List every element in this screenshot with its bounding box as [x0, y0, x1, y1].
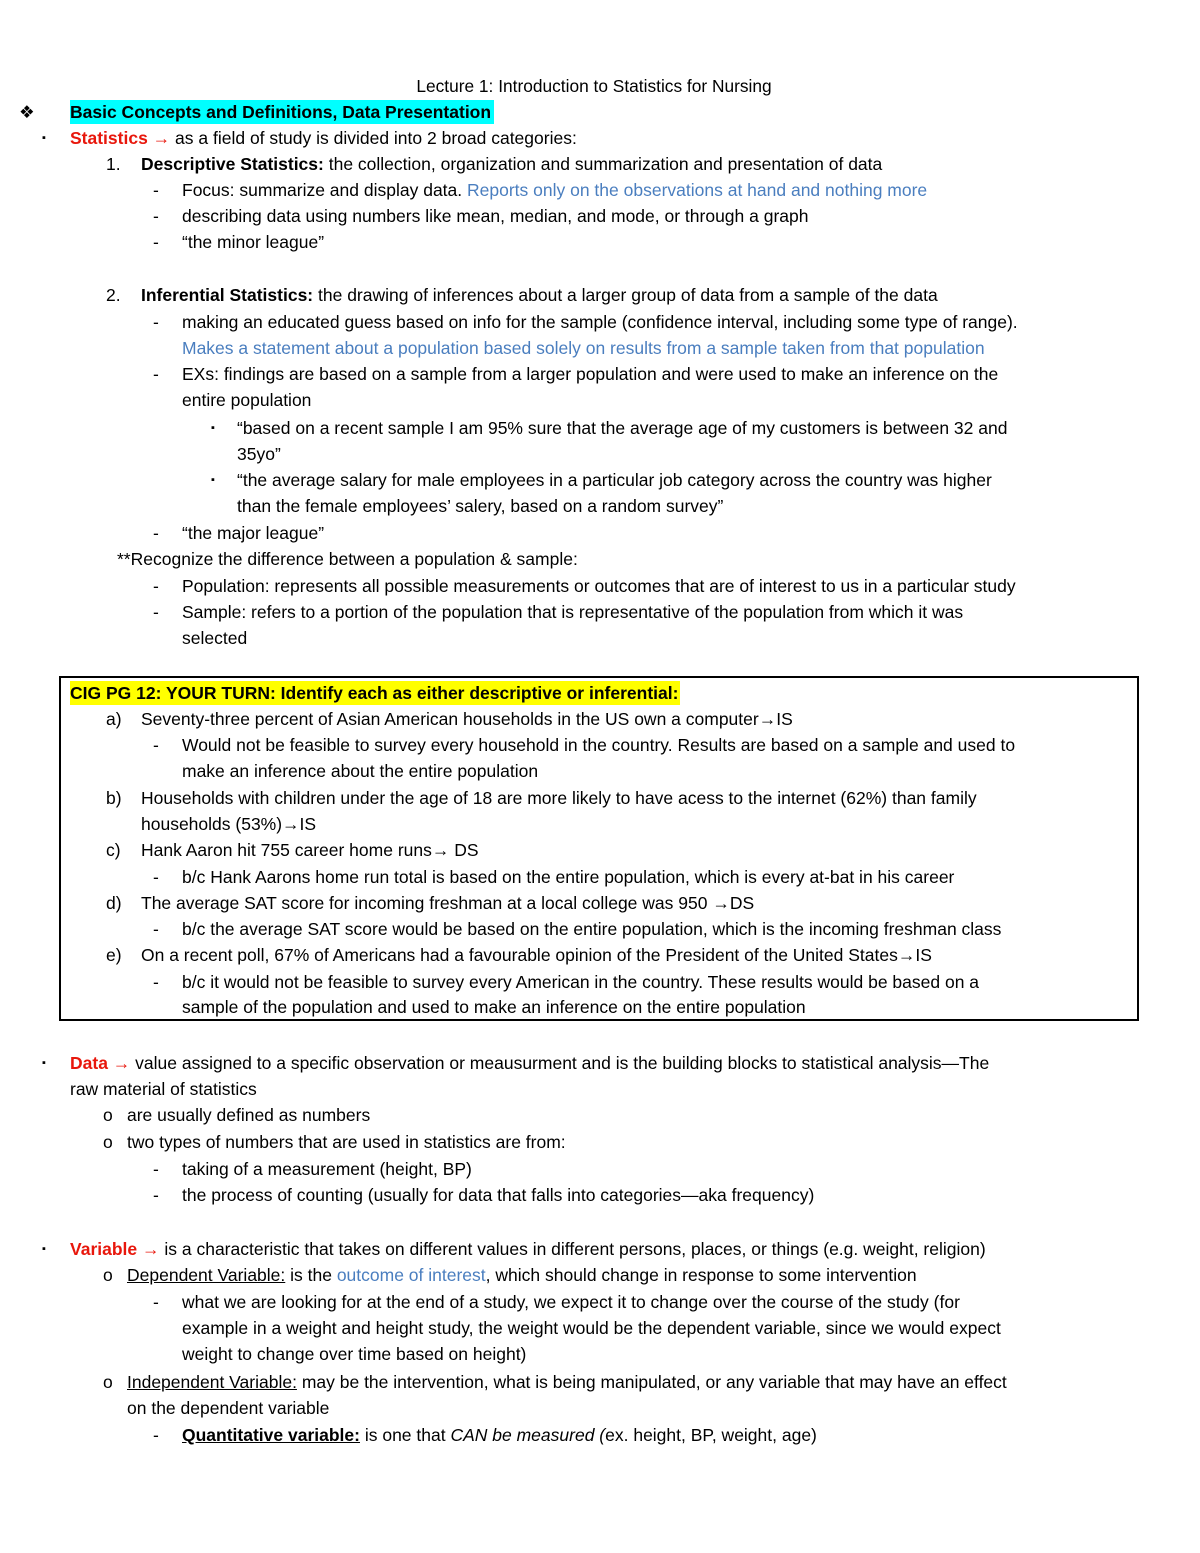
square-bullet-icon: ▪	[42, 1243, 46, 1255]
dependent-sub-line1: what we are looking for at the end of a study, we expect it to change over the course of the study (for	[182, 1292, 960, 1312]
data-measurement: taking of a measurement (height, BP)	[182, 1159, 472, 1179]
data-item-types: two types of numbers that are used in statistics are from:	[127, 1132, 566, 1152]
data-term: Data →	[70, 1053, 131, 1073]
dependent-blue: outcome of interest	[336, 1265, 486, 1285]
quantitative-variable	[182, 1423, 817, 1447]
inferential-exs-line1: EXs: findings are based on a sample from a larger population and were used to make an inference on the	[182, 364, 999, 384]
data-def: value assigned to a specific observation or meausurment and is the building blocks to statistical analysis—The	[130, 1053, 990, 1073]
sample-definition-line2: selected	[182, 628, 248, 648]
inferential-def: the drawing of inferences about a larger group of data from a sample of the data	[313, 285, 938, 305]
inferential-definition	[141, 283, 938, 307]
quote2-line2: than the female employees’ salery, based on a random survey”	[237, 496, 724, 516]
data-definition-line1	[70, 1051, 989, 1075]
descriptive-focus	[182, 178, 927, 202]
data-counting: the process of counting (usually for data that falls into categories—aka frequency)	[182, 1185, 815, 1205]
exercise-item-e-sub-line2: sample of the population and used to make an inference on the entire population	[182, 997, 806, 1017]
focus-blue-text: Reports only on the observations at hand and nothing more	[467, 180, 928, 200]
descriptive-term: Descriptive Statistics:	[141, 154, 324, 174]
independent-def-line2: on the dependent variable	[127, 1398, 330, 1418]
independent-term: Independent Variable:	[127, 1372, 297, 1392]
sample-definition-line1: Sample: refers to a portion of the population that is representative of the population from which it was	[182, 602, 964, 622]
square-bullet-icon: ▪	[42, 132, 46, 144]
recognize-note: **Recognize the difference between a population & sample:	[117, 549, 578, 569]
list-letter: e)	[106, 945, 122, 965]
page-title: Lecture 1: Introduction to Statistics for Nursing	[416, 76, 772, 96]
list-number: 2.	[106, 285, 121, 305]
dash-bullet: -	[153, 364, 159, 384]
dash-bullet: -	[153, 180, 159, 200]
dash-bullet: -	[153, 735, 159, 755]
variable-definition	[70, 1237, 986, 1261]
statistics-def: as a field of study is divided into 2 broad categories:	[170, 128, 577, 148]
dash-bullet: -	[153, 919, 159, 939]
dash-bullet: -	[153, 1159, 159, 1179]
circle-bullet: o	[103, 1372, 113, 1392]
quantitative-def: is one that	[359, 1425, 451, 1445]
minor-league: “the minor league”	[182, 232, 325, 252]
focus-text: Focus: summarize and display data.	[182, 180, 467, 200]
square-bullet-icon: ▪	[211, 474, 215, 486]
dependent-sub-line3: weight to change over time based on height)	[182, 1344, 527, 1364]
dash-bullet: -	[153, 1185, 159, 1205]
dependent-variable	[127, 1263, 917, 1287]
dependent-sub-line2: example in a weight and height study, the weight would be the dependent variable, since we would expect	[182, 1318, 1001, 1338]
diamond-bullet-icon: ❖	[19, 102, 35, 122]
major-league: “the major league”	[182, 523, 325, 543]
exercise-item-e-sub-line1: b/c it would not be feasible to survey every American in the country. These results would be based on a	[182, 972, 980, 992]
inferential-guess-blue: Makes a statement about a population based solely on results from a sample taken from that population	[182, 338, 985, 358]
dependent-def: is the	[285, 1265, 337, 1285]
dash-bullet: -	[153, 523, 159, 543]
dash-bullet: -	[153, 312, 159, 332]
dash-bullet: -	[153, 232, 159, 252]
list-letter: c)	[106, 840, 121, 860]
inferential-term: Inferential Statistics:	[141, 285, 314, 305]
exercise-item-d-sub: b/c the average SAT score would be based on the entire population, which is the incoming freshman class	[182, 919, 1002, 939]
quantitative-italic: CAN be measured (	[450, 1425, 606, 1445]
exercise-item-a-sub-line2: make an inference about the entire population	[182, 761, 539, 781]
circle-bullet: o	[103, 1265, 113, 1285]
dash-bullet: -	[153, 576, 159, 596]
square-bullet-icon: ▪	[42, 1057, 46, 1069]
variable-term: Variable →	[70, 1239, 160, 1259]
dash-bullet: -	[153, 1292, 159, 1312]
exercise-item-b-line1: Households with children under the age of 18 are more likely to have acess to the internet (62%) than family	[141, 788, 977, 808]
list-letter: d)	[106, 893, 122, 913]
dependent-rest: , which should change in response to some intervention	[485, 1265, 917, 1285]
quantitative-rest: ex. height, BP, weight, age)	[605, 1425, 817, 1445]
descriptive-definition	[141, 152, 882, 176]
exercise-heading: CIG PG 12: YOUR TURN: Identify each as either descriptive or inferential:	[70, 683, 679, 703]
exercise-item-a: Seventy-three percent of Asian American households in the US own a computer→IS	[141, 709, 793, 729]
dash-bullet: -	[153, 1425, 159, 1445]
quote1-line2: 35yo”	[237, 444, 281, 464]
dependent-term: Dependent Variable:	[127, 1265, 286, 1285]
dash-bullet: -	[153, 602, 159, 622]
square-bullet-icon: ▪	[211, 422, 215, 434]
descriptive-describing: describing data using numbers like mean, median, and mode, or through a graph	[182, 206, 809, 226]
list-number: 1.	[106, 154, 121, 174]
exercise-item-e: On a recent poll, 67% of Americans had a favourable opinion of the President of the United States→IS	[141, 945, 932, 965]
statistics-term: Statistics →	[70, 128, 171, 148]
exercise-item-d: The average SAT score for incoming freshman at a local college was 950 →DS	[141, 893, 755, 913]
quantitative-term: Quantitative variable:	[182, 1425, 360, 1445]
circle-bullet: o	[103, 1105, 113, 1125]
statistics-definition	[70, 126, 577, 150]
exercise-item-b-line2: households (53%)→IS	[141, 814, 317, 834]
data-item-numbers: are usually defined as numbers	[127, 1105, 371, 1125]
dash-bullet: -	[153, 206, 159, 226]
quote1-line1: “based on a recent sample I am 95% sure that the average age of my customers is between 32 and	[237, 418, 1008, 438]
dash-bullet: -	[153, 867, 159, 887]
exercise-item-c: Hank Aaron hit 755 career home runs→ DS	[141, 840, 479, 860]
quote2-line1: “the average salary for male employees in a particular job category across the country was higher	[237, 470, 992, 490]
list-letter: a)	[106, 709, 122, 729]
dash-bullet: -	[153, 972, 159, 992]
descriptive-def: the collection, organization and summarization and presentation of data	[323, 154, 883, 174]
variable-def: is a characteristic that takes on different values in different persons, places, or things (e.g. weight, religion)	[159, 1239, 986, 1259]
inferential-guess: making an educated guess based on info for the sample (confidence interval, including some type of range).	[182, 312, 1018, 332]
section-heading: Basic Concepts and Definitions, Data Presentation	[70, 100, 494, 124]
exercise-item-a-sub-line1: Would not be feasible to survey every household in the country. Results are based on a sample and used to	[182, 735, 1016, 755]
circle-bullet: o	[103, 1132, 113, 1152]
population-definition: Population: represents all possible measurements or outcomes that are of interest to us in a particular study	[182, 576, 1016, 596]
list-letter: b)	[106, 788, 122, 808]
exercise-item-c-sub: b/c Hank Aarons home run total is based on the entire population, which is every at-bat in his career	[182, 867, 955, 887]
inferential-exs-line2: entire population	[182, 390, 312, 410]
independent-def: may be the intervention, what is being manipulated, or any variable that may have an effect	[296, 1372, 1007, 1392]
data-definition-line2: raw material of statistics	[70, 1079, 257, 1099]
independent-variable	[127, 1370, 1007, 1394]
